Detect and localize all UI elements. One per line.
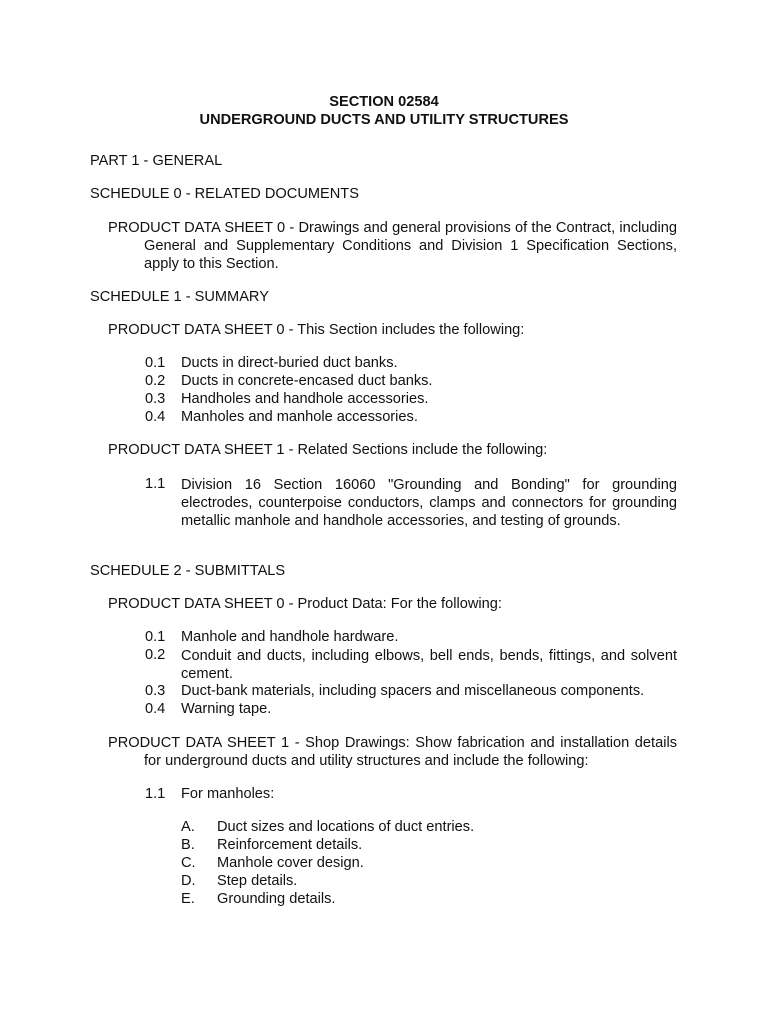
sublist-item-text: Step details.: [217, 873, 298, 889]
list-item-text-grounding: Division 16 Section 16060 "Grounding and Bonding" for grounding electrodes, counterpoise conductors, clamps and connectors for grounding metallic manhole and handhole accessories, and testing of grounds.: [181, 477, 677, 529]
list-item-number: 0.1: [145, 629, 166, 645]
list-item-text: Warning tape.: [181, 701, 272, 717]
list-item-text: Manholes and manhole accessories.: [181, 409, 418, 425]
sublist-item-text: Manhole cover design.: [217, 855, 364, 871]
sublist-item-letter: C.: [181, 855, 196, 871]
paragraph-text: PRODUCT DATA SHEET 0 - Drawings and general provisions of the Contract, including General and Supplementary Conditions and Division 1 Specification Sections, apply to this Section.: [108, 220, 677, 272]
sublist-item-letter: E.: [181, 891, 195, 907]
list-item-number: 0.3: [145, 683, 166, 699]
sublist-item-letter: B.: [181, 837, 195, 853]
paragraph-text: PRODUCT DATA SHEET 1 - Shop Drawings: Show fabrication and installation details for underground ducts and utility structures and include the following:: [108, 735, 677, 769]
list-item-number: 0.1: [145, 355, 166, 371]
schedule-heading-summary: SCHEDULE 1 - SUMMARY: [90, 289, 269, 305]
paragraph-shop-drawings: [108, 734, 677, 770]
list-item-number: 0.4: [145, 701, 166, 717]
list-item-number: 1.1: [145, 476, 166, 492]
list-item-number: 0.2: [145, 647, 166, 663]
sublist-item-text: Duct sizes and locations of duct entries.: [217, 819, 475, 835]
list-item-text: Duct-bank materials, including spacers and miscellaneous components.: [181, 683, 645, 699]
paragraph-related-documents: [108, 219, 677, 273]
list-item-text: Ducts in concrete-encased duct banks.: [181, 373, 433, 389]
section-number: SECTION 02584: [329, 94, 439, 110]
paragraph-related-sections: PRODUCT DATA SHEET 1 - Related Sections include the following:: [108, 442, 548, 458]
list-item-number: 0.2: [145, 373, 166, 389]
list-item-number: 0.3: [145, 391, 166, 407]
list-item-text: Manhole and handhole hardware.: [181, 629, 399, 645]
paragraph-summary-includes: PRODUCT DATA SHEET 0 - This Section includes the following:: [108, 322, 525, 338]
paragraph-product-data: PRODUCT DATA SHEET 0 - Product Data: For the following:: [108, 596, 502, 612]
sublist-item-letter: A.: [181, 819, 195, 835]
list-item-number: 1.1: [145, 786, 166, 802]
list-item-text: Ducts in direct-buried duct banks.: [181, 355, 398, 371]
list-item-text: For manholes:: [181, 786, 275, 802]
sublist-item-text: Reinforcement details.: [217, 837, 363, 853]
list-item-number: 0.4: [145, 409, 166, 425]
part-heading: PART 1 - GENERAL: [90, 153, 223, 169]
list-item-text-conduit: Conduit and ducts, including elbows, bell ends, bends, fittings, and solvent cement.: [181, 648, 677, 682]
sublist-item-letter: D.: [181, 873, 196, 889]
section-title: UNDERGROUND DUCTS AND UTILITY STRUCTURES: [199, 112, 569, 128]
list-item-text: Handholes and handhole accessories.: [181, 391, 429, 407]
schedule-heading-submittals: SCHEDULE 2 - SUBMITTALS: [90, 563, 286, 579]
sublist-item-text: Grounding details.: [217, 891, 336, 907]
schedule-heading-related-documents: SCHEDULE 0 - RELATED DOCUMENTS: [90, 186, 359, 202]
